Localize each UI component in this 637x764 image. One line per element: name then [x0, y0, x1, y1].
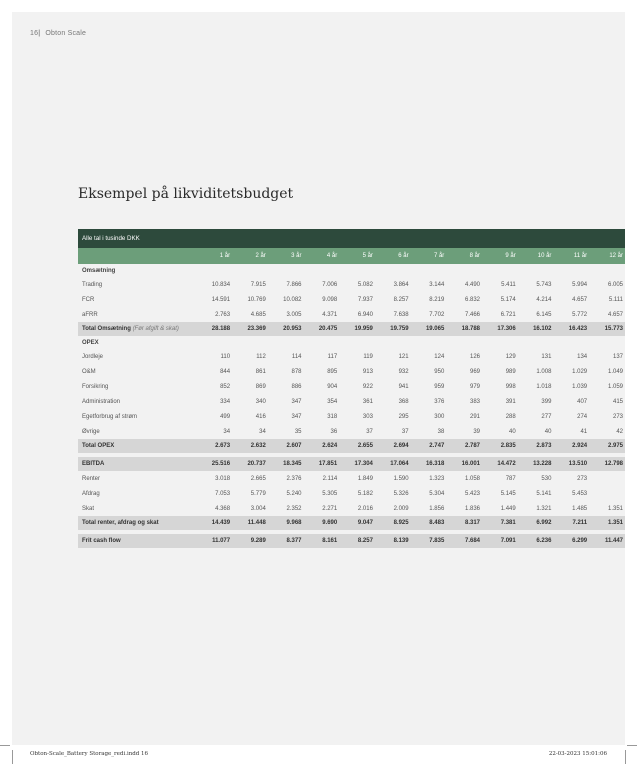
value-cell: 3.018 [215, 475, 231, 482]
value-cell: 5.772 [572, 311, 588, 318]
value-cell: 4.371 [322, 311, 338, 318]
value-cell: 361 [362, 398, 373, 405]
value-cell: 2.009 [393, 505, 409, 512]
table-row [78, 501, 625, 516]
section-label: Omsætning [82, 267, 116, 274]
value-cell: 913 [362, 368, 373, 375]
value-cell: 530 [541, 475, 552, 482]
value-cell: 354 [327, 398, 338, 405]
total-row [78, 322, 625, 336]
value-cell: 5.411 [501, 281, 516, 288]
value-cell: 37 [366, 428, 373, 435]
value-cell: 16.318 [411, 457, 447, 471]
value-cell: 1.323 [429, 475, 445, 482]
ebitda-row [78, 457, 625, 471]
value-cell: 1.018 [536, 383, 552, 390]
value-cell: 16.102 [518, 322, 554, 336]
value-cell: 9.690 [304, 516, 340, 530]
brand-name: Obton Scale [45, 30, 87, 37]
value-cell: 2.665 [250, 475, 266, 482]
year-header: 10 år [518, 248, 554, 264]
value-cell: 34 [259, 428, 266, 435]
year-header-row [78, 248, 625, 264]
value-cell: 998 [505, 383, 516, 390]
value-cell: 7.866 [286, 281, 302, 288]
value-cell: 5.743 [536, 281, 552, 288]
table-row [78, 409, 625, 424]
year-header: 1 år [196, 248, 232, 264]
liquidity-budget-table [78, 229, 625, 548]
value-cell: 3.144 [429, 281, 445, 288]
table-row [78, 379, 625, 394]
value-cell: 10.082 [283, 296, 302, 303]
value-cell: 38 [437, 428, 445, 435]
value-cell: 42 [616, 428, 623, 435]
value-cell: 904 [327, 383, 338, 390]
total-sub-label: (Før afgift & skat) [132, 326, 179, 332]
value-cell: 2.376 [286, 475, 302, 482]
value-cell: 1.351 [607, 505, 623, 512]
value-cell: 5.326 [393, 490, 409, 497]
value-cell: 7.006 [322, 281, 338, 288]
value-cell: 368 [398, 398, 409, 405]
year-header: 12 år [589, 248, 625, 264]
value-cell: 6.721 [500, 311, 516, 318]
value-cell: 7.835 [411, 534, 447, 548]
value-cell: 6.145 [536, 311, 552, 318]
value-cell: 7.053 [215, 490, 231, 497]
value-cell: 5.111 [608, 296, 623, 303]
value-cell: 7.915 [250, 281, 266, 288]
value-cell: 2.114 [322, 475, 338, 482]
value-cell: 844 [220, 368, 231, 375]
value-cell: 932 [398, 368, 409, 375]
value-cell: 11.448 [232, 516, 268, 530]
value-cell: 2.352 [286, 505, 302, 512]
value-cell: 2.924 [553, 439, 589, 453]
value-cell: 979 [470, 383, 481, 390]
value-cell: 416 [255, 413, 266, 420]
value-cell: 18.788 [446, 322, 482, 336]
value-cell: 347 [291, 413, 302, 420]
year-header: 11 år [553, 248, 589, 264]
value-cell: 137 [612, 353, 623, 360]
value-cell: 12.798 [589, 457, 625, 471]
value-cell: 28.188 [196, 322, 232, 336]
value-cell: 5.182 [357, 490, 373, 497]
value-cell: 861 [255, 368, 266, 375]
value-cell: 14.472 [482, 457, 518, 471]
section-row [78, 336, 625, 349]
value-cell: 2.747 [411, 439, 447, 453]
year-header: 2 år [232, 248, 268, 264]
crop-mark [0, 745, 10, 746]
value-cell: 787 [505, 475, 516, 482]
value-cell [589, 471, 625, 486]
value-cell: 318 [327, 413, 338, 420]
value-cell: 17.851 [304, 457, 340, 471]
value-cell: 1.059 [607, 383, 623, 390]
crop-mark [625, 750, 626, 764]
value-cell: 11.077 [196, 534, 232, 548]
value-cell: 8.219 [429, 296, 445, 303]
value-cell: 5.174 [500, 296, 516, 303]
value-cell: 7.638 [393, 311, 409, 318]
value-cell: 9.098 [322, 296, 338, 303]
value-cell: 7.211 [553, 516, 589, 530]
value-cell: 1.485 [572, 505, 588, 512]
value-cell: 7.381 [482, 516, 518, 530]
value-cell: 3.004 [250, 505, 266, 512]
table-row [78, 471, 625, 486]
value-cell: 288 [505, 413, 516, 420]
value-cell: 23.369 [232, 322, 268, 336]
row-label: Afdrag [82, 490, 100, 497]
value-cell: 4.214 [536, 296, 552, 303]
value-cell: 8.139 [375, 534, 411, 548]
value-cell: 274 [577, 413, 588, 420]
value-cell: 334 [220, 398, 231, 405]
year-header: 5 år [339, 248, 375, 264]
page-title: Eksempel på likviditetsbudget [78, 186, 294, 202]
value-cell: 499 [220, 413, 231, 420]
value-cell: 4.657 [607, 311, 623, 318]
free-cash-flow-row [78, 534, 625, 548]
header-separator: | [38, 30, 41, 37]
value-cell: 14.439 [196, 516, 232, 530]
value-cell: 2.975 [589, 439, 625, 453]
value-cell: 989 [505, 368, 516, 375]
value-cell: 131 [541, 353, 552, 360]
value-cell: 2.016 [357, 505, 373, 512]
value-cell: 273 [577, 475, 588, 482]
value-cell: 13.228 [518, 457, 554, 471]
value-cell: 2.632 [232, 439, 268, 453]
table-row [78, 307, 625, 322]
value-cell: 2.787 [446, 439, 482, 453]
value-cell: 17.064 [375, 457, 411, 471]
value-cell: 5.145 [500, 490, 516, 497]
value-cell: 878 [291, 368, 302, 375]
value-cell: 9.289 [232, 534, 268, 548]
value-cell: 8.483 [411, 516, 447, 530]
value-cell: 399 [541, 398, 552, 405]
year-header: 9 år [482, 248, 518, 264]
value-cell: 40 [509, 428, 516, 435]
value-cell: 895 [327, 368, 338, 375]
value-cell: 340 [255, 398, 266, 405]
value-cell: 1.590 [393, 475, 409, 482]
value-cell: 886 [291, 383, 302, 390]
row-label: Renter [82, 475, 101, 482]
value-cell: 4.657 [572, 296, 588, 303]
value-cell: 126 [470, 353, 481, 360]
row-label: Frit cash flow [78, 534, 196, 548]
row-label: EBITDA [78, 457, 196, 471]
row-label: Total OPEX [78, 439, 196, 453]
row-label: aFRR [82, 311, 98, 318]
value-cell: 6.236 [518, 534, 554, 548]
year-header: 6 år [375, 248, 411, 264]
value-cell: 18.345 [268, 457, 304, 471]
value-cell: 9.968 [268, 516, 304, 530]
value-cell: 300 [434, 413, 445, 420]
value-cell: 1.008 [536, 368, 552, 375]
value-cell: 3.864 [393, 281, 409, 288]
value-cell: 16.001 [446, 457, 482, 471]
table-caption: Alle tal i tusinde DKK [78, 229, 625, 248]
row-label: Øvrige [82, 428, 100, 435]
row-label [78, 322, 196, 336]
value-cell: 7.684 [446, 534, 482, 548]
value-cell: 39 [473, 428, 481, 435]
value-cell: 9.047 [339, 516, 375, 530]
value-cell: 2.271 [322, 505, 338, 512]
value-cell: 277 [541, 413, 552, 420]
value-cell: 2.694 [375, 439, 411, 453]
footer-file-info: Obton-Scale_Battery Storage_redi.indd 16 [30, 751, 149, 757]
value-cell: 36 [330, 428, 338, 435]
value-cell: 5.141 [536, 490, 552, 497]
value-cell: 3.005 [286, 311, 302, 318]
value-cell: 922 [362, 383, 373, 390]
value-cell: 969 [470, 368, 481, 375]
value-cell: 941 [398, 383, 409, 390]
value-cell: 5.453 [572, 490, 588, 497]
value-cell: 376 [434, 398, 445, 405]
value-cell: 8.377 [268, 534, 304, 548]
value-cell: 7.466 [465, 311, 481, 318]
crop-mark [12, 750, 13, 764]
total-row [78, 516, 625, 530]
table-row [78, 349, 625, 364]
value-cell: 19.759 [375, 322, 411, 336]
value-cell: 124 [434, 353, 445, 360]
year-header: 7 år [411, 248, 447, 264]
value-cell [589, 486, 625, 501]
table-row [78, 424, 625, 439]
page-number: 16 [30, 30, 39, 37]
table-row [78, 292, 625, 307]
row-label: Forsikring [82, 383, 109, 390]
value-cell: 6.940 [357, 311, 373, 318]
value-cell: 2.835 [482, 439, 518, 453]
row-label: Egetforbrug af strøm [82, 413, 138, 420]
row-label: O&M [82, 368, 96, 375]
value-cell: 121 [398, 353, 409, 360]
value-cell: 35 [294, 428, 302, 435]
value-cell: 303 [362, 413, 373, 420]
section-row [78, 264, 625, 277]
value-cell: 20.953 [268, 322, 304, 336]
value-cell: 17.304 [339, 457, 375, 471]
value-cell: 11.447 [589, 534, 625, 548]
value-cell: 8.317 [446, 516, 482, 530]
value-cell: 8.161 [304, 534, 340, 548]
value-cell: 407 [577, 398, 588, 405]
value-cell: 8.257 [393, 296, 409, 303]
value-cell: 5.994 [572, 281, 588, 288]
value-cell: 383 [470, 398, 481, 405]
value-cell: 5.779 [250, 490, 266, 497]
value-cell: 347 [291, 398, 302, 405]
value-cell: 1.351 [589, 516, 625, 530]
value-cell: 119 [363, 353, 373, 360]
value-cell: 295 [398, 413, 409, 420]
value-cell: 869 [255, 383, 266, 390]
value-cell: 5.082 [357, 281, 373, 288]
value-cell: 950 [434, 368, 445, 375]
value-cell: 7.937 [357, 296, 373, 303]
value-cell: 17.306 [482, 322, 518, 336]
year-header: 4 år [304, 248, 340, 264]
section-label: OPEX [82, 339, 99, 346]
value-cell: 6.299 [553, 534, 589, 548]
row-label: Jordleje [82, 353, 104, 360]
value-cell: 959 [434, 383, 445, 390]
value-cell: 5.305 [322, 490, 338, 497]
table-row [78, 394, 625, 409]
value-cell: 112 [256, 353, 266, 360]
row-label: Administration [82, 398, 121, 405]
page-header [30, 30, 86, 37]
value-cell: 19.065 [411, 322, 447, 336]
value-cell: 1.449 [500, 505, 516, 512]
value-cell: 8.925 [375, 516, 411, 530]
value-cell: 6.832 [465, 296, 481, 303]
value-cell: 1.321 [536, 505, 552, 512]
value-cell: 10.834 [211, 281, 231, 288]
value-cell: 1.836 [465, 505, 481, 512]
value-cell: 6.005 [607, 281, 623, 288]
value-cell: 16.423 [553, 322, 589, 336]
value-cell: 2.624 [304, 439, 340, 453]
value-cell: 34 [223, 428, 231, 435]
value-cell: 1.058 [465, 475, 481, 482]
value-cell: 15.773 [589, 322, 625, 336]
value-cell: 291 [470, 413, 481, 420]
table-row [78, 277, 625, 292]
value-cell: 5.240 [286, 490, 302, 497]
value-cell: 14.591 [211, 296, 231, 303]
footer-timestamp: 22-03-2023 15:01:06 [548, 751, 607, 757]
value-cell: 2.763 [215, 311, 231, 318]
value-cell: 5.423 [465, 490, 481, 497]
value-cell: 1.039 [572, 383, 588, 390]
value-cell: 2.655 [339, 439, 375, 453]
crop-mark [627, 745, 637, 746]
value-cell: 2.673 [196, 439, 232, 453]
value-cell: 4.368 [215, 505, 231, 512]
total-row [78, 439, 625, 453]
value-cell: 6.992 [518, 516, 554, 530]
value-cell: 20.737 [232, 457, 268, 471]
value-cell: 110 [220, 353, 231, 360]
value-cell: 2.607 [268, 439, 304, 453]
table-row [78, 364, 625, 379]
value-cell: 10.769 [247, 296, 266, 303]
year-header: 3 år [268, 248, 304, 264]
row-label: Trading [82, 281, 103, 288]
value-cell: 415 [612, 398, 623, 405]
value-cell: 25.516 [196, 457, 232, 471]
value-cell: 1.856 [429, 505, 445, 512]
value-cell: 1.029 [572, 368, 588, 375]
value-cell: 41 [580, 428, 588, 435]
value-cell: 20.475 [304, 322, 340, 336]
value-cell: 273 [612, 413, 623, 420]
value-cell: 852 [220, 383, 231, 390]
table-caption-row [78, 229, 625, 248]
year-header: 8 år [446, 248, 482, 264]
year-header-blank [78, 248, 196, 264]
value-cell: 5.304 [429, 490, 445, 497]
value-cell: 117 [327, 353, 338, 360]
value-cell: 4.490 [465, 281, 481, 288]
row-label: FCR [82, 296, 95, 303]
value-cell: 1.849 [357, 475, 373, 482]
value-cell: 8.257 [339, 534, 375, 548]
value-cell: 37 [401, 428, 409, 435]
table-row [78, 486, 625, 501]
value-cell: 2.873 [518, 439, 554, 453]
value-cell: 13.510 [553, 457, 589, 471]
value-cell: 114 [291, 353, 302, 360]
value-cell: 134 [577, 353, 588, 360]
total-label: Total Omsætning [82, 326, 131, 332]
value-cell: 19.959 [339, 322, 375, 336]
value-cell: 40 [544, 428, 552, 435]
value-cell: 7.702 [429, 311, 445, 318]
value-cell: 391 [505, 398, 516, 405]
value-cell: 129 [505, 353, 516, 360]
value-cell: 1.049 [607, 368, 623, 375]
row-label: Total renter, afdrag og skat [78, 516, 196, 530]
row-label: Skat [82, 505, 95, 512]
value-cell: 7.091 [482, 534, 518, 548]
value-cell: 4.685 [250, 311, 266, 318]
